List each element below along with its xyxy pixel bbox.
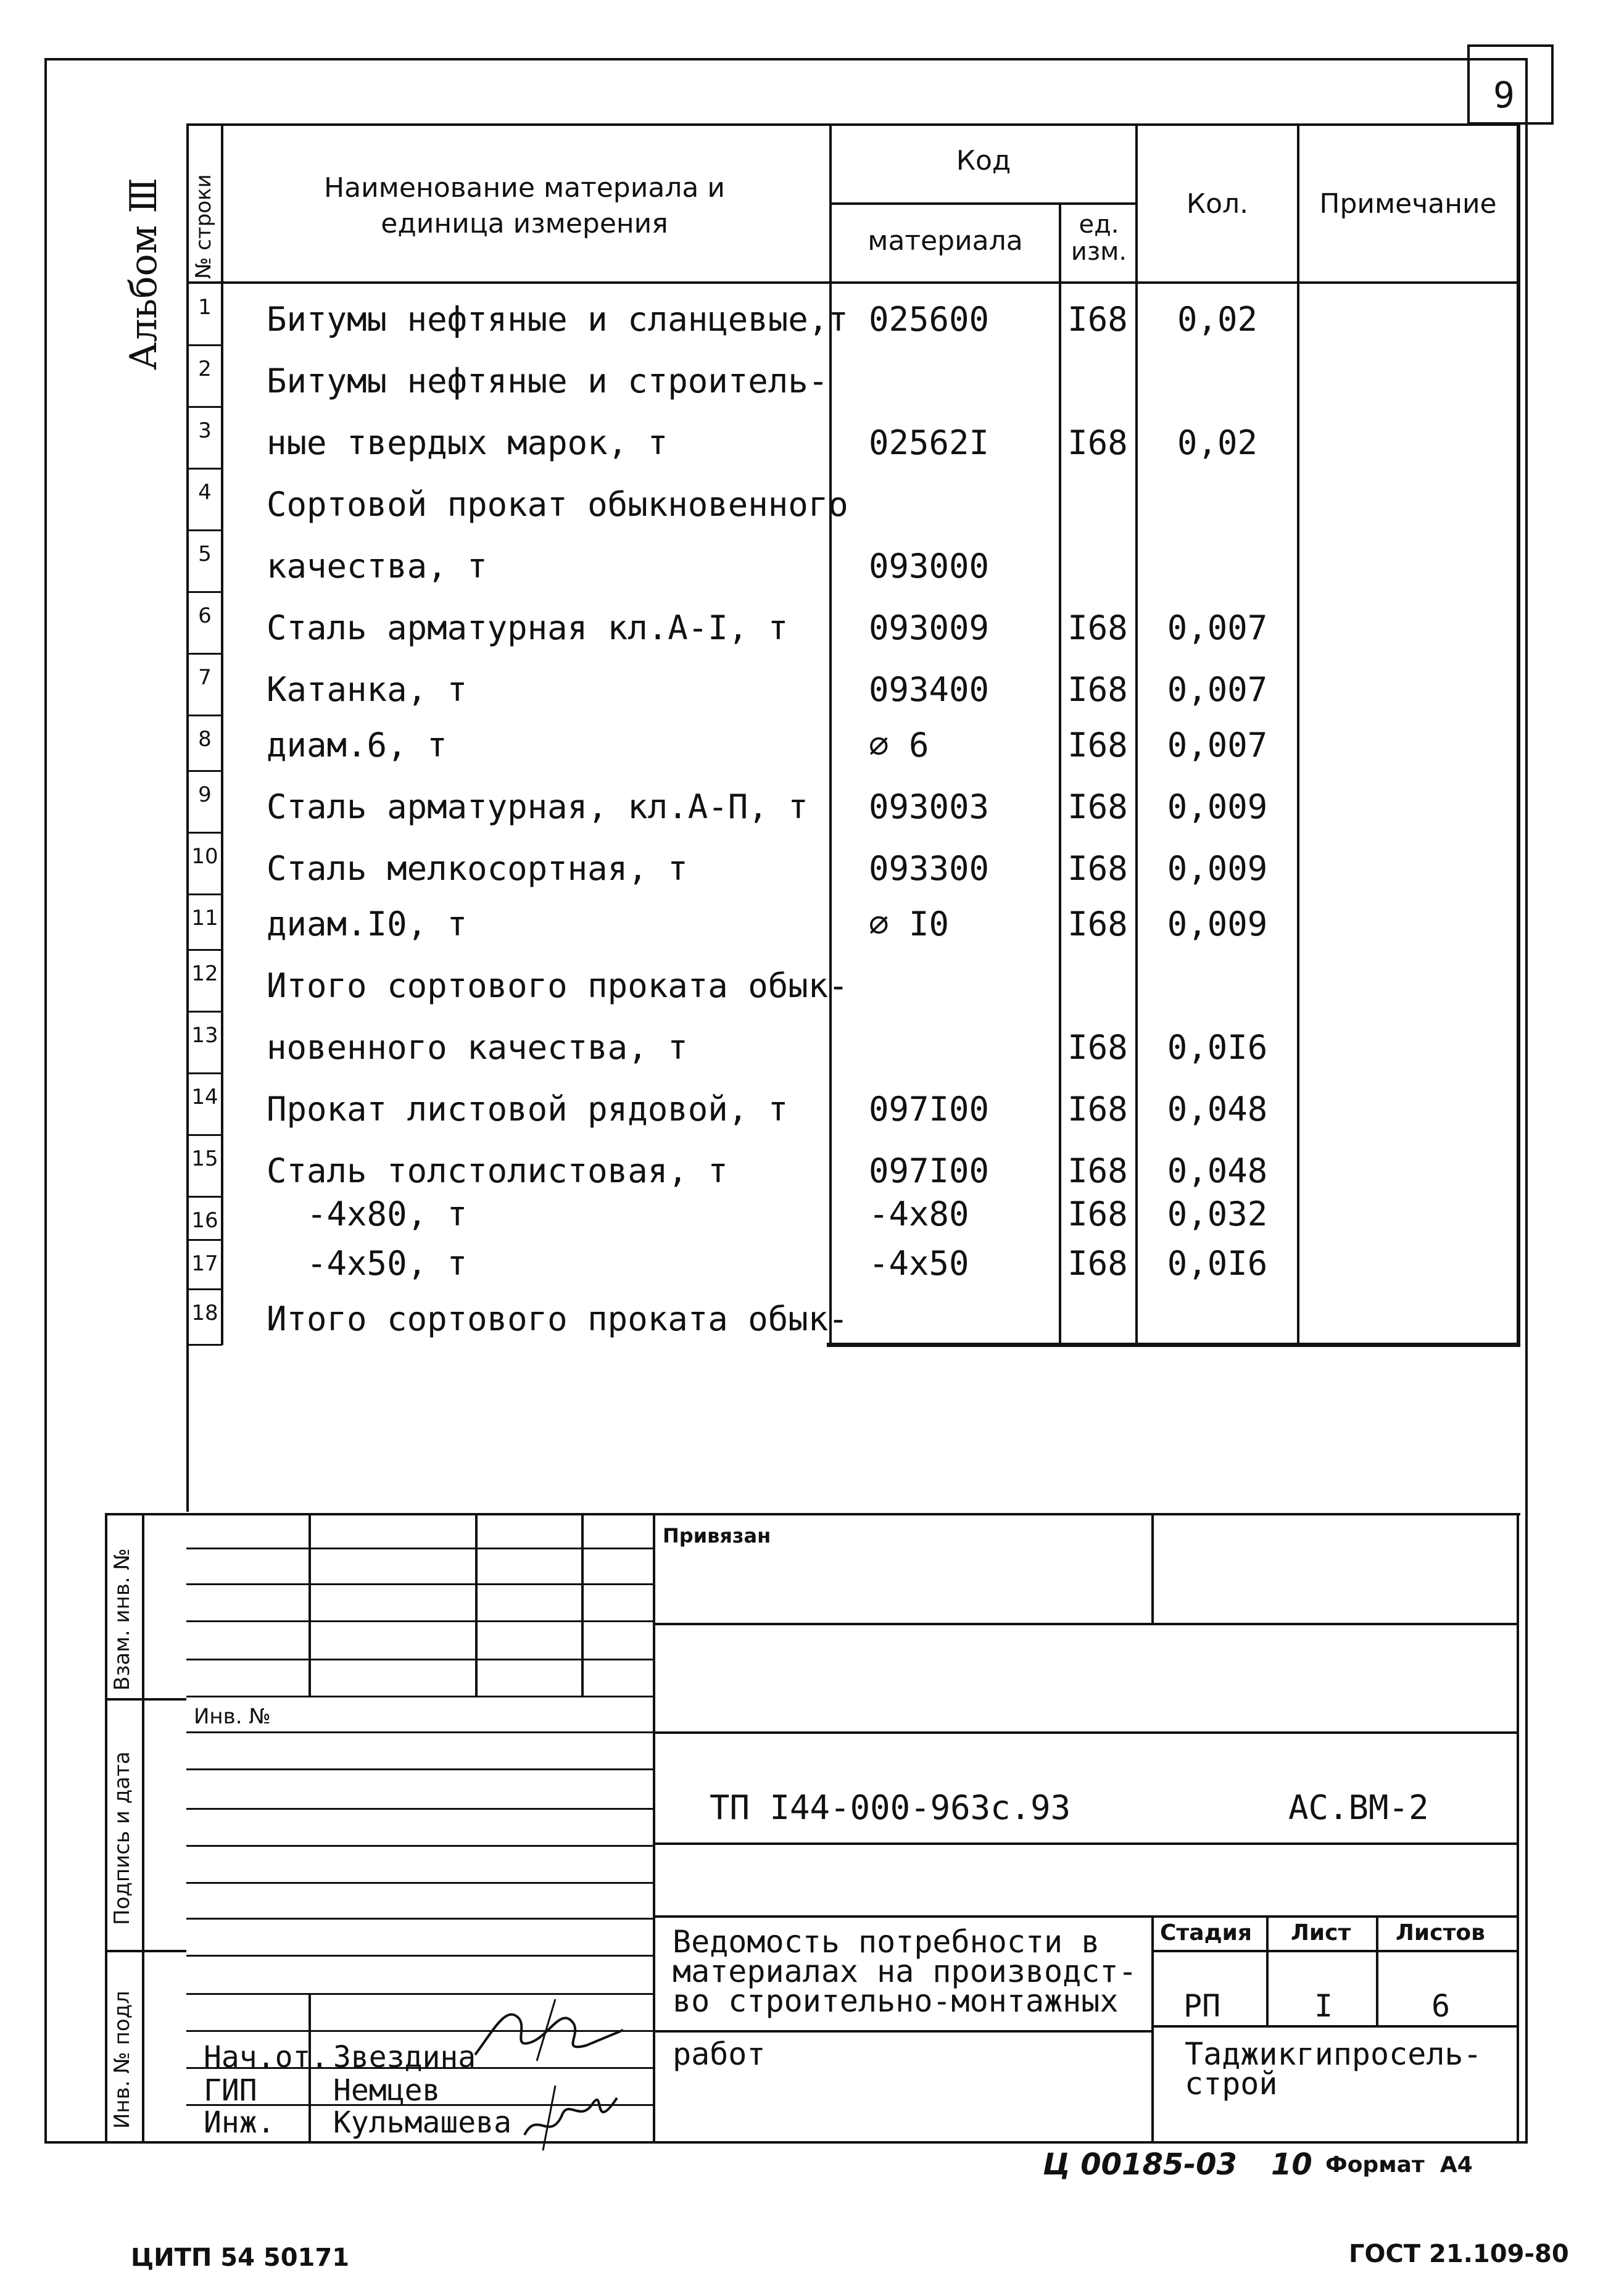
row-number: 16	[191, 1208, 218, 1233]
signature-kulmasheva	[518, 2073, 629, 2153]
row-number: 9	[198, 782, 212, 807]
row-name: Битумы нефтяные и строитель-	[267, 362, 829, 400]
handwritten-num: 10	[1271, 2147, 1312, 2182]
page-number: 9	[1493, 74, 1515, 116]
row-qty: 0,007	[1167, 608, 1268, 647]
org-line-2: строй	[1185, 2066, 1278, 2102]
row-number: 14	[191, 1085, 218, 1109]
row-unit: I68	[1067, 1090, 1128, 1129]
side-vzam: Взам. инв. №	[110, 1548, 135, 1691]
qty-header: Кол.	[1186, 188, 1249, 220]
row-name: -4x50, т	[267, 1244, 468, 1283]
row-qty: 0,007	[1167, 726, 1268, 765]
row-name: Битумы нефтяные и сланцевые,т	[267, 300, 848, 339]
row-name: Сортовой прокат обыкновенного	[267, 485, 848, 524]
row-code: 093300	[869, 849, 990, 888]
bottom-left-label: ЦИТП 54 50171	[131, 2244, 350, 2272]
row-name: ные твердых марок, т	[267, 423, 668, 462]
doc-mark: АС.ВМ-2	[1288, 1788, 1429, 1827]
row-unit: I68	[1067, 670, 1128, 709]
signature-zvezdina	[469, 1993, 629, 2067]
row-name: Прокат листовой рядовой, т	[267, 1090, 789, 1129]
row-name: новенного качества, т	[267, 1028, 688, 1067]
unit-header: ед. изм.	[1071, 210, 1127, 266]
row-unit: I68	[1067, 1195, 1128, 1233]
row-no-header: № строки	[191, 174, 216, 279]
row-code: 093400	[869, 670, 990, 709]
sheet-label: Лист	[1291, 1920, 1351, 1946]
row-name: Сталь мелкосортная, т	[267, 849, 688, 888]
row-number: 15	[191, 1146, 218, 1171]
row-qty: 0,02	[1177, 300, 1258, 339]
row-number: 17	[191, 1251, 218, 1276]
row-code: 097I00	[869, 1151, 990, 1190]
sheets-value: 6	[1431, 1988, 1451, 2024]
doc-title-line-1: Ведомость потребности в	[673, 1924, 1100, 1960]
row-qty: 0,048	[1167, 1090, 1268, 1129]
person-name-2: Немцев	[333, 2073, 441, 2108]
row-qty: 0,007	[1167, 670, 1268, 709]
row-number: 1	[198, 295, 212, 320]
row-code: 02562I	[869, 423, 990, 462]
row-code: 025600	[869, 300, 990, 339]
org-line-1: Таджикгипросель-	[1185, 2036, 1482, 2072]
row-number: 12	[191, 961, 218, 986]
row-qty: 0,032	[1167, 1195, 1268, 1233]
row-name: -4x80, т	[267, 1195, 468, 1233]
row-unit: I68	[1067, 787, 1128, 826]
doc-title-line-4: работ	[673, 2036, 766, 2072]
row-name: Итого сортового проката обык-	[267, 966, 848, 1005]
row-qty: 0,0I6	[1167, 1028, 1268, 1067]
row-unit: I68	[1067, 608, 1128, 647]
row-code: 093003	[869, 787, 990, 826]
row-code: ⌀ I0	[869, 905, 950, 943]
name-header: Наименование материала и единица измерения	[324, 172, 725, 239]
row-qty: 0,048	[1167, 1151, 1268, 1190]
row-unit: I68	[1067, 1151, 1128, 1190]
material-header: материала	[868, 225, 1023, 257]
person-name-1: Звездина	[333, 2040, 476, 2074]
privyazan-label: Привязан	[663, 1524, 771, 1548]
row-qty: 0,009	[1167, 905, 1268, 943]
row-name: Итого сортового проката обык-	[267, 1299, 848, 1338]
row-number: 11	[191, 906, 218, 930]
row-qty: 0,009	[1167, 787, 1268, 826]
row-unit: I68	[1067, 1244, 1128, 1283]
row-number: 5	[198, 542, 212, 566]
row-unit: I68	[1067, 905, 1128, 943]
note-header: Примечание	[1319, 188, 1497, 220]
row-name: Сталь арматурная, кл.А-П, т	[267, 787, 808, 826]
row-number: 4	[198, 480, 212, 505]
side-podpis: Подпись и дата	[110, 1751, 135, 1925]
row-unit: I68	[1067, 1028, 1128, 1067]
row-number: 10	[191, 844, 218, 869]
code-header: Код	[956, 145, 1011, 176]
person-role-3: Инж.	[204, 2105, 275, 2140]
doc-code: ТП I44-000-963с.93	[710, 1788, 1071, 1827]
row-number: 8	[198, 727, 212, 752]
row-qty: 0,0I6	[1167, 1244, 1268, 1283]
row-code: 093000	[869, 547, 990, 586]
sheets-label: Листов	[1396, 1920, 1485, 1946]
row-number: 3	[198, 418, 212, 443]
stage-value: РП	[1183, 1988, 1221, 2024]
person-role-1: Нач.от.	[204, 2040, 329, 2074]
row-code: -4x80	[869, 1195, 969, 1233]
row-number: 2	[198, 357, 212, 381]
row-code: 097I00	[869, 1090, 990, 1129]
row-qty: 0,009	[1167, 849, 1268, 888]
row-name: Сталь арматурная кл.А-I, т	[267, 608, 789, 647]
row-unit: I68	[1067, 300, 1128, 339]
sheet-value: I	[1314, 1988, 1333, 2024]
bottom-right-label: ГОСТ 21.109-80	[1349, 2240, 1569, 2268]
row-number: 13	[191, 1023, 218, 1048]
row-name: диам.I0, т	[267, 905, 468, 943]
row-number: 18	[191, 1301, 218, 1325]
person-role-2: ГИП	[204, 2073, 257, 2108]
row-code: ⌀ 6	[869, 726, 929, 765]
row-name: Катанка, т	[267, 670, 468, 709]
stage-label: Стадия	[1160, 1920, 1252, 1946]
row-name: Сталь толстолистовая, т	[267, 1151, 728, 1190]
row-number: 7	[198, 665, 212, 690]
row-code: 093009	[869, 608, 990, 647]
row-unit: I68	[1067, 423, 1128, 462]
row-unit: I68	[1067, 849, 1128, 888]
row-name: диам.6, т	[267, 726, 447, 765]
row-unit: I68	[1067, 726, 1128, 765]
doc-title-line-3: во строительно-монтажных	[673, 1983, 1119, 2019]
doc-title-line-2: материалах на производст-	[673, 1954, 1137, 1989]
row-qty: 0,02	[1177, 423, 1258, 462]
inv-no-label: Инв. №	[194, 1704, 271, 1729]
format-label: Формат А4	[1325, 2152, 1473, 2178]
row-name: качества, т	[267, 547, 487, 586]
row-number: 6	[198, 603, 212, 628]
person-name-3: Кульмашева	[333, 2105, 512, 2140]
row-code: -4x50	[869, 1244, 969, 1283]
side-inv: Инв. № подл	[110, 1991, 135, 2129]
handwritten-code: Ц 00185-03	[1043, 2147, 1237, 2182]
album-label: Альбом Ⅲ	[122, 177, 165, 370]
